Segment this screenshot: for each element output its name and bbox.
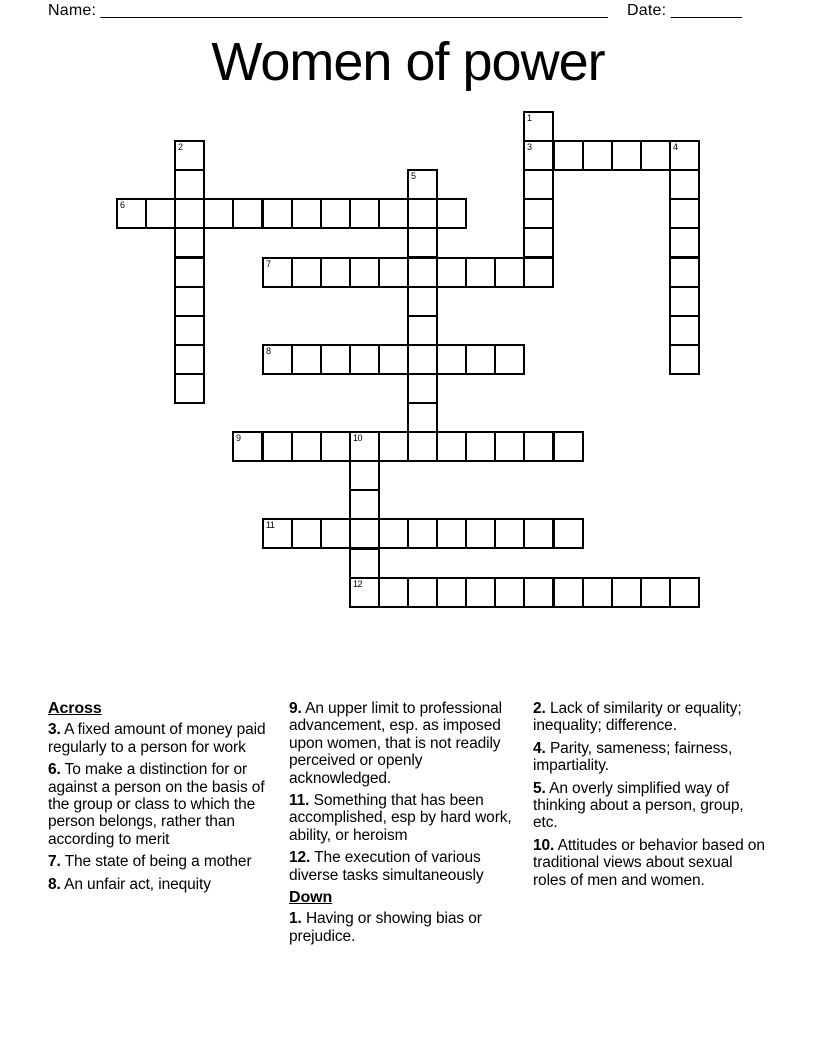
clue-across-7: 7. The state of being a mother [48, 853, 252, 871]
grid-cell[interactable] [669, 344, 700, 375]
grid-cell[interactable] [407, 431, 438, 462]
clue-number: 3. [48, 721, 61, 739]
grid-cell[interactable] [494, 577, 525, 608]
grid-cell[interactable] [349, 431, 380, 462]
grid-cell[interactable] [436, 577, 467, 608]
cell-number: 10 [353, 433, 363, 443]
grid-cell[interactable] [174, 257, 205, 288]
grid-cell[interactable] [494, 257, 525, 288]
cell-number: 5 [411, 171, 416, 181]
grid-cell[interactable] [349, 257, 380, 288]
cell-number: 4 [673, 142, 678, 152]
grid-cell[interactable] [349, 489, 380, 520]
date-blank-line: ________ [670, 2, 742, 19]
grid-cell[interactable] [407, 577, 438, 608]
grid-cell[interactable] [465, 577, 496, 608]
clue-across-8: 8. An unfair act, inequity [48, 875, 211, 893]
grid-cell[interactable] [174, 315, 205, 346]
grid-cell[interactable] [582, 140, 613, 171]
grid-cell[interactable] [378, 257, 409, 288]
grid-cell[interactable] [320, 344, 351, 375]
cell-number: 12 [353, 579, 363, 589]
clue-down-4: 4. Parity, sameness; fairness, impartiality. [533, 739, 733, 775]
cell-number: 7 [266, 259, 271, 269]
grid-cell[interactable] [174, 198, 205, 229]
grid-cell[interactable] [523, 169, 554, 200]
clue-down-5: 5. An overly simplified way of thinking about a person, group, etc. [533, 779, 744, 832]
grid-cell[interactable] [349, 198, 380, 229]
name-label: Name: [48, 2, 97, 19]
grid-cell[interactable] [116, 198, 147, 229]
grid-cell[interactable] [262, 344, 293, 375]
clue-number: 10. [533, 836, 555, 854]
clue-number: 7. [48, 853, 61, 871]
grid-cell[interactable] [349, 460, 380, 491]
grid-cell[interactable] [378, 431, 409, 462]
clue-down-1: 1. Having or showing bias or prejudice. [289, 910, 482, 945]
clue-number: 12. [289, 849, 311, 867]
grid-cell[interactable] [465, 344, 496, 375]
clues-column-2 [289, 700, 523, 950]
clue-number: 8. [48, 875, 61, 893]
grid-cell[interactable] [640, 140, 671, 171]
date-label: Date: [627, 2, 667, 19]
clue-number: 6. [48, 761, 61, 779]
name-blank-line: _________________________________________________________ [100, 2, 608, 19]
grid-cell[interactable] [320, 198, 351, 229]
grid-cell[interactable] [232, 198, 263, 229]
grid-cell[interactable] [669, 315, 700, 346]
grid-cell[interactable] [407, 286, 438, 317]
grid-cell[interactable] [174, 286, 205, 317]
grid-cell[interactable] [407, 518, 438, 549]
grid-cell[interactable] [378, 344, 409, 375]
grid-cell[interactable] [523, 577, 554, 608]
grid-cell[interactable] [465, 518, 496, 549]
grid-cell[interactable] [174, 140, 205, 171]
grid-cell[interactable] [407, 373, 438, 404]
grid-cell[interactable] [407, 227, 438, 258]
grid-cell[interactable] [320, 518, 351, 549]
page-title: Women of power [211, 32, 605, 92]
clue-across-3: 3. A fixed amount of money paid regularly to a person for work [48, 721, 266, 756]
grid-cell[interactable] [407, 198, 438, 229]
grid-cell[interactable] [523, 140, 554, 171]
grid-cell[interactable] [262, 518, 293, 549]
grid-cell[interactable] [523, 227, 554, 258]
cell-number: 11 [266, 520, 275, 530]
grid-cell[interactable] [523, 198, 554, 229]
grid-cell[interactable] [523, 518, 554, 549]
grid-cell[interactable] [465, 431, 496, 462]
grid-cell[interactable] [262, 257, 293, 288]
grid-cell[interactable] [349, 548, 380, 579]
grid-cell[interactable] [669, 286, 700, 317]
grid-cell[interactable] [465, 257, 496, 288]
clue-number: 9. [289, 700, 302, 717]
grid-cell[interactable] [407, 169, 438, 200]
grid-cell[interactable] [203, 198, 234, 229]
grid-cell[interactable] [407, 344, 438, 375]
grid-cell[interactable] [669, 198, 700, 229]
grid-cell[interactable] [523, 431, 554, 462]
grid-cell[interactable] [145, 198, 176, 229]
clue-number: 1. [289, 910, 302, 928]
clue-across-12: 12. The execution of various diverse tasks simultaneously [289, 849, 484, 884]
grid-cell[interactable] [553, 518, 584, 549]
grid-cell[interactable] [523, 257, 554, 288]
grid-cell[interactable] [669, 227, 700, 258]
grid-cell[interactable] [291, 431, 322, 462]
grid-cell[interactable] [436, 518, 467, 549]
grid-cell[interactable] [494, 431, 525, 462]
grid-cell[interactable] [349, 344, 380, 375]
grid-cell[interactable] [611, 140, 642, 171]
grid-cell[interactable] [669, 577, 700, 608]
grid-cell[interactable] [378, 577, 409, 608]
grid-cell[interactable] [262, 198, 293, 229]
grid-cell[interactable] [553, 140, 584, 171]
clue-down-2: 2. Lack of similarity or equality; inequality; difference. [533, 700, 742, 735]
grid-cell[interactable] [582, 577, 613, 608]
cell-number: 8 [266, 346, 271, 356]
grid-cell[interactable] [291, 257, 322, 288]
grid-cell[interactable] [436, 344, 467, 375]
clue-number: 2. [533, 700, 546, 717]
grid-cell[interactable] [407, 402, 438, 433]
cell-number: 6 [120, 200, 125, 210]
grid-cell[interactable] [494, 344, 525, 375]
grid-cell[interactable] [669, 169, 700, 200]
clue-across-9: 9. An upper limit to professional advancement, esp. as imposed upon women, that is not readily perceived or openly acknowledged. [289, 700, 502, 787]
grid-cell[interactable] [320, 257, 351, 288]
clues-column-3 [533, 700, 766, 894]
grid-cell[interactable] [523, 111, 554, 142]
grid-cell[interactable] [378, 518, 409, 549]
cell-number: 3 [527, 142, 532, 152]
clue-across-6: 6. To make a distinction for or against a person on the basis of the group or class to which the person belongs, rather than according to merit [48, 761, 265, 848]
cell-number: 1 [527, 113, 532, 123]
grid-cell[interactable] [436, 431, 467, 462]
grid-cell[interactable] [174, 344, 205, 375]
clue-down-10: 10. Attitudes or behavior based on traditional views about sexual roles of men and women. [533, 836, 765, 889]
clue-number: 4. [533, 739, 546, 757]
grid-cell[interactable] [436, 257, 467, 288]
clues-heading-across: Across [48, 700, 102, 717]
grid-cell[interactable] [349, 518, 380, 549]
grid-cell[interactable] [320, 431, 351, 462]
grid-cell[interactable] [494, 518, 525, 549]
grid-cell[interactable] [378, 198, 409, 229]
grid-cell[interactable] [553, 577, 584, 608]
grid-cell[interactable] [669, 140, 700, 171]
grid-cell[interactable] [174, 227, 205, 258]
clue-across-11: 11. Something that has been accomplished, esp by hard work, ability, or heroism [289, 792, 512, 844]
cell-number: 2 [178, 142, 183, 152]
grid-cell[interactable] [611, 577, 642, 608]
grid-cell[interactable] [262, 431, 293, 462]
clues-heading-down: Down [289, 889, 333, 907]
grid-cell[interactable] [553, 431, 584, 462]
clue-number: 5. [533, 779, 546, 797]
grid-cell[interactable] [232, 431, 263, 462]
clues-column-1 [48, 700, 286, 898]
grid-cell[interactable] [349, 577, 380, 608]
grid-cell[interactable] [291, 198, 322, 229]
grid-cell[interactable] [174, 373, 205, 404]
grid-cell[interactable] [669, 257, 700, 288]
grid-cell[interactable] [174, 169, 205, 200]
cell-number: 9 [236, 433, 241, 443]
clue-number: 11. [289, 792, 310, 810]
grid-cell[interactable] [407, 257, 438, 288]
grid-cell[interactable] [640, 577, 671, 608]
grid-cell[interactable] [291, 518, 322, 549]
grid-cell[interactable] [291, 344, 322, 375]
grid-cell[interactable] [436, 198, 467, 229]
grid-cell[interactable] [407, 315, 438, 346]
